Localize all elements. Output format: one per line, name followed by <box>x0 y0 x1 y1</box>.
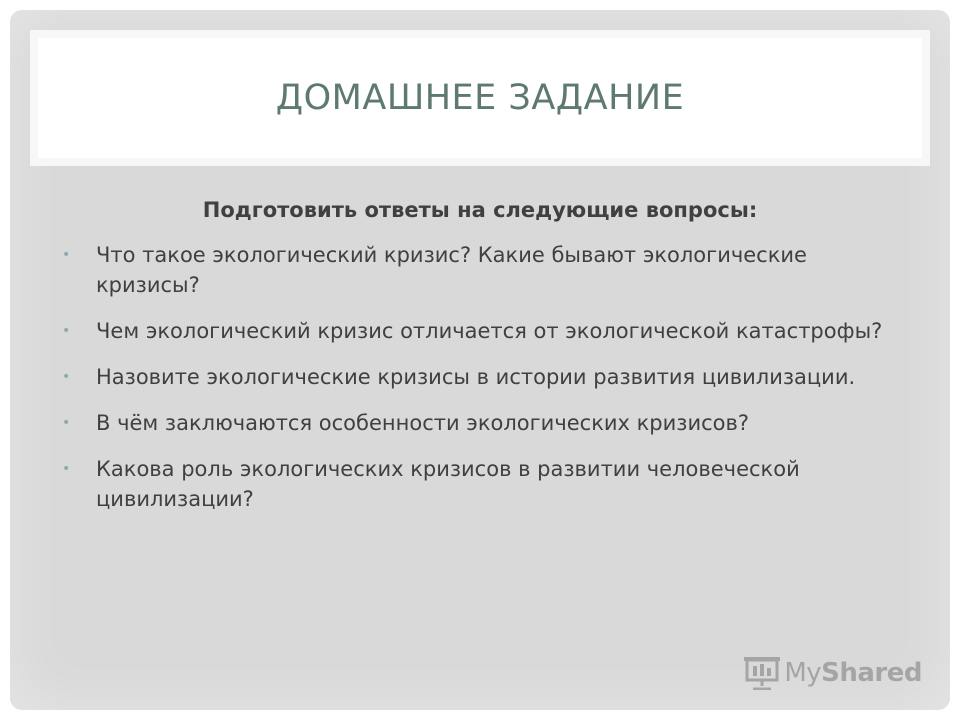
slide-title: ДОМАШНЕЕ ЗАДАНИЕ <box>275 78 685 118</box>
title-frame <box>30 30 930 166</box>
myshared-watermark <box>744 656 922 690</box>
bullet-icon: • <box>62 323 71 339</box>
bullet-item-3 <box>60 362 910 392</box>
watermark-text-shared: Shared <box>821 658 922 688</box>
bullet-item-1 <box>60 240 910 300</box>
bullet-text: Чем экологический кризис отличается от экологической катастрофы? <box>96 319 883 343</box>
bullet-text: В чём заключаются особенности экологических кризисов? <box>96 411 750 435</box>
bullet-item-4 <box>60 408 910 438</box>
projector-screen-icon <box>744 656 780 690</box>
bullet-icon: • <box>62 369 71 385</box>
bullet-item-5 <box>60 454 910 514</box>
bullet-item-2 <box>60 316 910 346</box>
bullet-text: Назовите экологические кризисы в истории развития цивилизации. <box>96 365 856 389</box>
watermark-text-my: My <box>784 658 822 688</box>
bullet-list <box>60 240 910 530</box>
slide-subtitle: Подготовить ответы на следующие вопросы: <box>202 198 758 222</box>
bullet-text: Какова роль экологических кризисов в развитии человеческой цивилизации? <box>96 457 800 511</box>
bullet-icon: • <box>62 461 71 477</box>
watermark-text <box>784 658 922 688</box>
bullet-text: Что такое экологический кризис? Какие бывают экологические кризисы? <box>96 243 807 297</box>
bullet-icon: • <box>62 415 71 431</box>
slide <box>10 10 950 710</box>
bullet-icon: • <box>62 247 71 263</box>
